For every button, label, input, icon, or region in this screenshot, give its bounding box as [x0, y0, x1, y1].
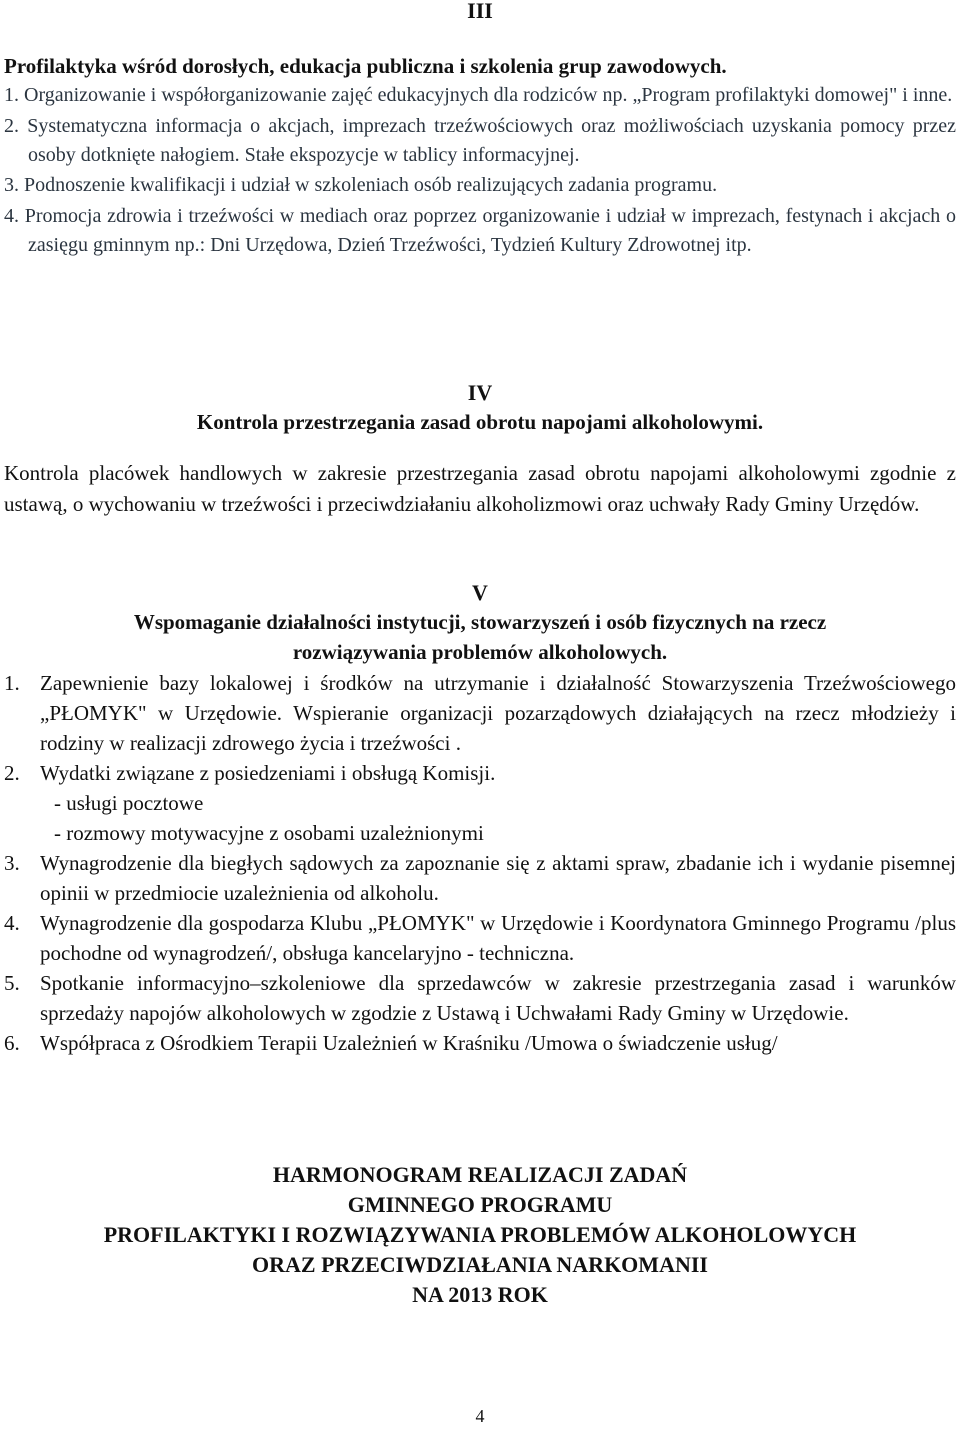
list-item: [4, 668, 956, 758]
harmonogram-line-5: NA 2013 ROK: [412, 1282, 548, 1307]
section-5-number: V: [472, 580, 488, 605]
list-item: [4, 81, 956, 110]
item-text: Wynagrodzenie dla gospodarza Klubu „PŁOMYK" w Urzędowie i Koordynatora Gminnego Programu /plus pochodne od wynagrodzeń/, obsługa kancelaryjno - techniczna.: [40, 911, 956, 965]
section-5-list: [4, 668, 956, 1058]
section-5-title-line-1: Wspomaganie działalności instytucji, stowarzyszeń i osób fizycznych na rzecz: [133, 610, 827, 634]
item-number: 1.: [4, 671, 20, 695]
item-number: 1.: [4, 84, 19, 106]
item-number: 6.: [4, 1031, 20, 1055]
item-number: 3.: [4, 174, 19, 196]
item-number: 4.: [4, 911, 20, 935]
item-text: Systematyczna informacja o akcjach, imprezach trzeźwościowych oraz możliwościach uzyskania pomocy przez osoby dotknięte nałogiem. Stałe ekspozycje w tablicy informacyjnej.: [27, 115, 957, 166]
harmonogram-line-3: PROFILAKTYKI I ROZWIĄZYWANIA PROBLEMÓW ALKOHOLOWYCH: [103, 1222, 857, 1247]
page-number: 4: [475, 1406, 485, 1426]
section-3-title: Profilaktyka wśród dorosłych, edukacja publiczna i szkolenia grup zawodowych.: [4, 54, 727, 78]
item-number: 2.: [4, 115, 19, 137]
item-text: Wynagrodzenie dla biegłych sądowych za zapoznanie się z aktami spraw, zbadanie ich i wydanie pisemnej opinii w przedmiocie uzależnienia od alkoholu.: [40, 851, 956, 905]
item-number: 5.: [4, 971, 20, 995]
list-item: [4, 171, 956, 200]
item-text: Podnoszenie kwalifikacji i udział w szkoleniach osób realizujących zadania programu.: [24, 174, 718, 196]
item-text: Spotkanie informacyjno–szkoleniowe dla sprzedawców w zakresie przestrzegania zasad i warunków sprzedaży napojów alkoholowych w zgodzie z Ustawą i Uchwałami Rady Gminy w Urzędowie.: [40, 971, 956, 1025]
item-number: 4.: [4, 205, 19, 227]
section-4-title: Kontrola przestrzegania zasad obrotu napojami alkoholowymi.: [196, 410, 764, 434]
item-text: Organizowanie i współorganizowanie zajęć edukacyjnych dla rodziców np. „Program profilaktyki domowej" i inne.: [24, 84, 953, 106]
sub-item: - rozmowy motywacyjne z osobami uzależnionymi: [54, 821, 484, 845]
item-text: Wydatki związane z posiedzeniami i obsługą Komisji.: [40, 761, 496, 785]
item-text: Współpraca z Ośrodkiem Terapii Uzależnień w Kraśniku /Umowa o świadczenie usług/: [40, 1031, 778, 1055]
section-4-body: Kontrola placówek handlowych w zakresie przestrzegania zasad obrotu napojami alkoholowymi zgodnie z ustawą, o wychowaniu w trzeźwości i przeciwdziałaniu alkoholizmowi oraz uchwały Rady Gminy Urzędów.: [4, 461, 956, 516]
list-item: [4, 112, 956, 170]
section-4-number: IV: [467, 380, 493, 405]
item-number: 3.: [4, 851, 20, 875]
section-3-number: III: [467, 0, 493, 23]
list-item: [4, 848, 956, 908]
item-text: Promocja zdrowia i trzeźwości w mediach oraz poprzez organizowanie i udział w imprezach, festynach i akcjach o zasięgu gminnym np.: Dni Urzędowa, Dzień Trzeźwości, Tydzień Kultury Zdrowotnej itp.: [24, 205, 956, 256]
section-3-list: [4, 81, 956, 260]
list-item: [4, 968, 956, 1028]
item-number: 2.: [4, 761, 20, 785]
section-5-title-line-2: rozwiązywania problemów alkoholowych.: [292, 640, 668, 664]
list-item: [4, 758, 956, 788]
harmonogram-line-4: ORAZ PRZECIWDZIAŁANIA NARKOMANII: [252, 1252, 708, 1277]
sub-item: - usługi pocztowe: [54, 791, 204, 815]
list-item: [4, 1028, 956, 1058]
list-item: [4, 908, 956, 968]
item-text: Zapewnienie bazy lokalowej i środków na utrzymanie i działalność Stowarzyszenia Trzeźwościowego „PŁOMYK" w Urzędowie. Wspieranie organizacji pozarządowych działających na rzecz młodzieży i rodziny w realizacji zdrowego życia i trzeźwości .: [40, 671, 956, 755]
list-item: [4, 202, 956, 260]
harmonogram-line-2: GMINNEGO PROGRAMU: [347, 1192, 613, 1217]
harmonogram-line-1: HARMONOGRAM REALIZACJI ZADAŃ: [272, 1162, 688, 1187]
